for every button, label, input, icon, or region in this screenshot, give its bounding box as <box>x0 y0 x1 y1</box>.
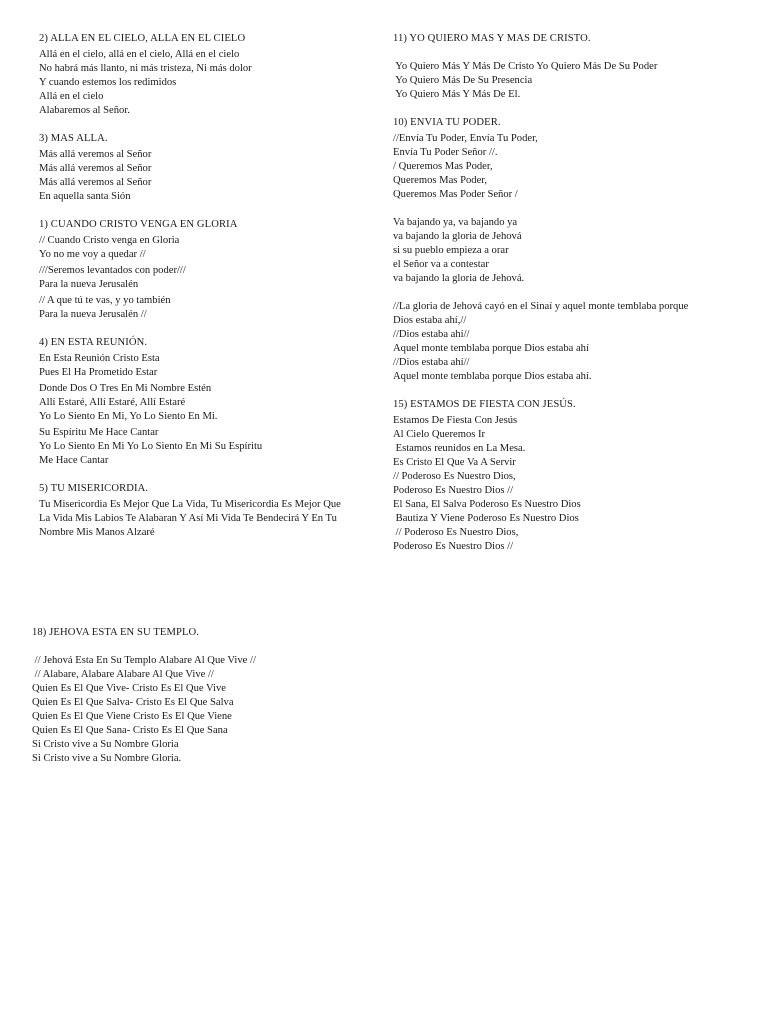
lyric-line: La Vida Mis Labios Te Alabaran Y Así Mi Vida Te Bendecirá Y En Tu <box>39 513 337 524</box>
stanza <box>393 414 733 554</box>
stanza <box>39 234 374 262</box>
lyric-line: Me Hace Cantar <box>39 455 109 466</box>
song-title: 10) ENVIA TU PODER. <box>393 117 501 128</box>
lyric-line: Es Cristo El Que Va A Servir <box>393 457 516 468</box>
song-title: 11) YO QUIERO MAS Y MAS DE CRISTO. <box>393 33 591 44</box>
lyric-line: //Dios estaba ahí// <box>393 329 470 340</box>
stanza <box>39 352 374 380</box>
stanza <box>393 132 733 202</box>
stanza <box>32 642 392 652</box>
lyric-line: Su Espíritu Me Hace Cantar <box>39 427 159 438</box>
song-title: 15) ESTAMOS DE FIESTA CON JESÚS. <box>393 399 576 410</box>
song-block <box>39 32 374 118</box>
song-block <box>393 32 733 102</box>
lyric-line: Tu Misericordia Es Mejor Que La Vida, Tu Misericordia Es Mejor Que <box>39 499 341 510</box>
stanza <box>39 148 374 204</box>
lyric-line: // Alabare, Alabare Alabare Al Que Vive // <box>32 669 214 680</box>
song-block <box>32 626 392 766</box>
lyric-line: Alabaremos al Señor. <box>39 105 130 116</box>
stanza <box>39 382 374 424</box>
lyric-line <box>32 642 392 652</box>
song-title: 3) MAS ALLA. <box>39 133 108 144</box>
lyric-line: El Sana, El Salva Poderoso Es Nuestro Dios <box>393 499 581 510</box>
lyric-line: Yo Quiero Más Y Más De Cristo Yo Quiero Más De Su Poder <box>393 61 658 72</box>
lyric-line: / Queremos Mas Poder, <box>393 161 493 172</box>
lyric-line: Va bajando ya, va bajando ya <box>393 217 518 228</box>
lyric-line: ///Seremos levantados con poder/// <box>39 265 186 276</box>
song-block <box>393 116 733 384</box>
stanza <box>393 288 733 298</box>
lyric-line: Yo Quiero Más Y Más De El. <box>393 89 521 100</box>
lyric-line: Quien Es El Que Vive- Cristo Es El Que Vive <box>32 683 226 694</box>
stanza <box>32 654 392 766</box>
lyric-line: Quien Es El Que Sana- Cristo Es El Que Sana <box>32 725 228 736</box>
lyric-line: Yo no me voy a quedar // <box>39 249 146 260</box>
lyric-line: En Esta Reunión Cristo Esta <box>39 353 160 364</box>
lyric-line: Pues El Ha Prometido Estar <box>39 367 158 378</box>
lyric-line: Yo Quiero Más De Su Presencia <box>393 75 533 86</box>
lyric-line: Aquel monte temblaba porque Dios estaba ahí <box>393 343 589 354</box>
lyric-line: va bajando la gloria de Jehová <box>393 231 522 242</box>
lyric-line: Estamos De Fiesta Con Jesús <box>393 415 518 426</box>
song-block <box>39 336 374 468</box>
lyric-line <box>393 48 733 58</box>
lyric-line: // Jehová Esta En Su Templo Alabare Al Que Vive // <box>32 655 256 666</box>
lyric-line: Donde Dos O Tres En Mi Nombre Estén <box>39 383 212 394</box>
stanza <box>39 426 374 468</box>
lyric-line: // A que tú te vas, y yo también <box>39 295 171 306</box>
lyric-line: Dios estaba ahí,// <box>393 315 467 326</box>
lyric-line: Estamos reunidos en La Mesa. <box>393 443 526 454</box>
lyric-line: Al Cielo Queremos Ir <box>393 429 486 440</box>
song-title: 4) EN ESTA REUNIÓN. <box>39 337 148 348</box>
lyric-line: Queremos Mas Poder, <box>393 175 488 186</box>
song-block <box>39 218 374 322</box>
song-block <box>39 132 374 204</box>
lyric-line: // Poderoso Es Nuestro Dios, <box>393 527 519 538</box>
lyric-line: el Señor va a contestar <box>393 259 489 270</box>
lyric-line: va bajando la gloria de Jehová. <box>393 273 525 284</box>
lyric-line: Aquel monte temblaba porque Dios estaba ahí. <box>393 371 592 382</box>
lyric-line: Bautiza Y Viene Poderoso Es Nuestro Dios <box>393 513 579 524</box>
lyric-line: No habrá más llanto, ni más tristeza, Ni más dolor <box>39 63 252 74</box>
stanza <box>393 60 733 102</box>
song-title: 2) ALLA EN EL CIELO, ALLA EN EL CIELO <box>39 33 246 44</box>
lyric-line: //Envía Tu Poder, Envía Tu Poder, <box>393 133 538 144</box>
stanza <box>393 216 733 286</box>
lyric-line: En aquella santa Sión <box>39 191 131 202</box>
lyric-line: Si Cristo vive a Su Nombre Gloria <box>32 739 179 750</box>
stanza <box>393 48 733 58</box>
song-title: 18) JEHOVA ESTA EN SU TEMPLO. <box>32 627 200 638</box>
right-column <box>393 32 733 568</box>
song-title: 5) TU MISERICORDIA. <box>39 483 149 494</box>
lyric-line: //Dios estaba ahí// <box>393 357 470 368</box>
left-column <box>39 32 374 554</box>
lyric-line: // Poderoso Es Nuestro Dios, <box>393 471 516 482</box>
stanza <box>39 498 374 540</box>
lyric-line: Para la nueva Jerusalén <box>39 279 139 290</box>
song-block <box>39 482 374 540</box>
lyric-line: Poderoso Es Nuestro Dios // <box>393 485 514 496</box>
lyric-line: si su pueblo empieza a orar <box>393 245 509 256</box>
lyric-line: //La gloria de Jehová cayó en el Sinaí y aquel monte temblaba porque <box>393 301 689 312</box>
bottom-column <box>32 626 392 780</box>
lyric-line <box>393 204 733 214</box>
lyric-line: Allí Estaré, Allí Estaré, Allí Estaré <box>39 397 186 408</box>
lyric-line: Más allá veremos al Señor <box>39 149 152 160</box>
song-title: 1) CUANDO CRISTO VENGA EN GLORIA <box>39 219 238 230</box>
lyric-line: Para la nueva Jerusalén // <box>39 309 147 320</box>
stanza <box>393 300 733 384</box>
song-block <box>393 398 733 554</box>
lyric-line: Envía Tu Poder Señor //. <box>393 147 498 158</box>
lyric-line: Nombre Mis Manos Alzaré <box>39 527 155 538</box>
lyric-line: Si Cristo vive a Su Nombre Gloria. <box>32 753 182 764</box>
lyric-line: Allá en el cielo <box>39 91 104 102</box>
lyric-line <box>393 288 733 298</box>
stanza <box>393 204 733 214</box>
lyric-line: Quien Es El Que Viene Cristo Es El Que Viene <box>32 711 232 722</box>
stanza <box>39 48 374 118</box>
lyric-line: Queremos Mas Poder Señor / <box>393 189 518 200</box>
lyric-line: Yo Lo Siento En Mi, Yo Lo Siento En Mi. <box>39 411 218 422</box>
lyric-line: Yo Lo Siento En Mi Yo Lo Siento En Mi Su Espíritu <box>39 441 263 452</box>
lyric-line: Y cuando estemos los redimidos <box>39 77 177 88</box>
stanza <box>39 264 374 292</box>
lyric-line: Quien Es El Que Salva- Cristo Es El Que Salva <box>32 697 234 708</box>
lyric-line: Más allá veremos al Señor <box>39 163 152 174</box>
lyric-line: Allá en el cielo, allá en el cielo, Allá en el cielo <box>39 49 240 60</box>
lyric-line: Poderoso Es Nuestro Dios // <box>393 541 514 552</box>
stanza <box>39 294 374 322</box>
lyric-line: // Cuando Cristo venga en Gloria <box>39 235 180 246</box>
lyric-line: Más allá veremos al Señor <box>39 177 152 188</box>
